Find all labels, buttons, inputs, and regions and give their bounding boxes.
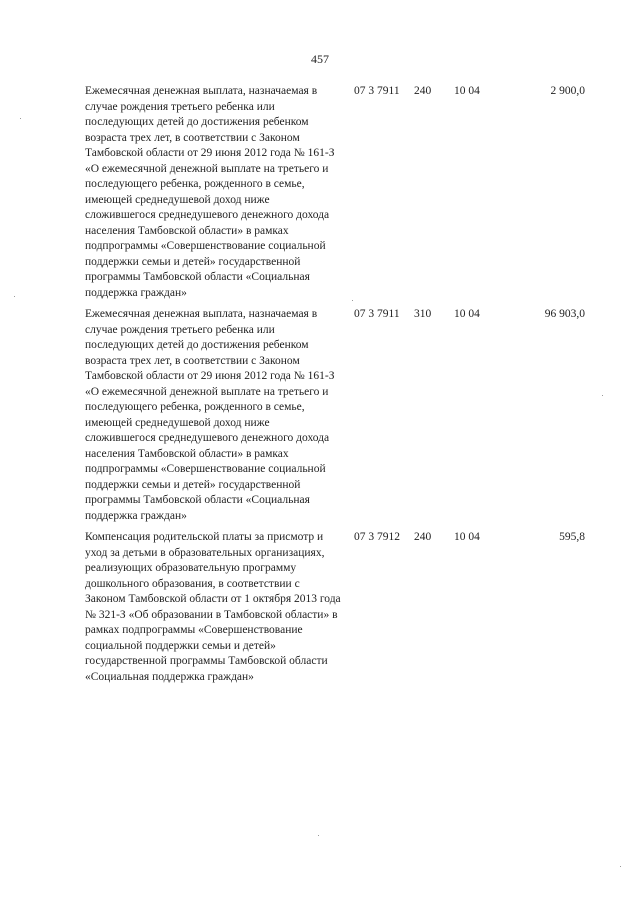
row-description: Ежемесячная денежная выплата, назначаемая в случае рождения третьего ребенка или последующих детей до достижения ребенком возраста трех лет, в соответствии с Законом Тамбовской области от 29 июня 2012 года № 161-З «О ежемесячной денежной выплате на третьего и последующего ребенка, рожденного в семье, имеющей среднедушевой доход ниже сложившегося среднедушевого денежного дохода населения Тамбовской области» в рамках подпрограммы «Совершенствование социальной поддержки семьи и детей» государственной программы Тамбовской области «Социальная поддержка граждан»: [85, 85, 335, 299]
row-section: 10 04: [454, 531, 480, 543]
table-row: [85, 307, 585, 524]
scan-speck: [20, 118, 21, 119]
row-description: Компенсация родительской платы за присмотр и уход за детьми в образовательных организациях, реализующих образовательную программу дошкольного образования, в соответствии с Законом Тамбовской области от 1 октября 2013 года № 321-З «Об образовании в Тамбовской области» в рамках подпрограммы «Совершенствование социальной поддержки семьи и детей» государственной программы Тамбовской области «Социальная поддержка граждан»: [85, 531, 341, 683]
table-row: [85, 84, 585, 301]
row-description: Ежемесячная денежная выплата, назначаемая в случае рождения третьего ребенка или последующих детей до достижения ребенком возраста трех лет, в соответствии с Законом Тамбовской области от 29 июня 2012 года № 161-З «О ежемесячной денежной выплате на третьего и последующего ребенка, рожденного в семье, имеющей среднедушевой доход ниже сложившегося среднедушевого денежного дохода населения Тамбовской области» в рамках подпрограммы «Совершенствование социальной поддержки семьи и детей» государственной программы Тамбовской области «Социальная поддержка граждан»: [85, 308, 335, 522]
row-code: 07 3 7911: [354, 85, 400, 97]
row-code: 07 3 7912: [354, 531, 400, 543]
scan-speck: [620, 866, 621, 867]
row-code: 07 3 7911: [354, 308, 400, 320]
budget-table: [85, 84, 585, 691]
scan-speck: [14, 296, 15, 297]
row-expense-type: 310: [414, 308, 432, 320]
row-section: 10 04: [454, 308, 480, 320]
scan-speck: [352, 300, 353, 301]
row-section: 10 04: [454, 85, 480, 97]
row-amount: 96 903,0: [544, 308, 585, 320]
scan-speck: [318, 835, 319, 836]
table-row: [85, 530, 585, 685]
scan-speck: [602, 395, 603, 396]
row-amount: 595,8: [559, 531, 585, 543]
row-expense-type: 240: [414, 85, 432, 97]
row-expense-type: 240: [414, 531, 432, 543]
row-amount: 2 900,0: [550, 85, 585, 97]
page-number: 457: [311, 52, 329, 66]
